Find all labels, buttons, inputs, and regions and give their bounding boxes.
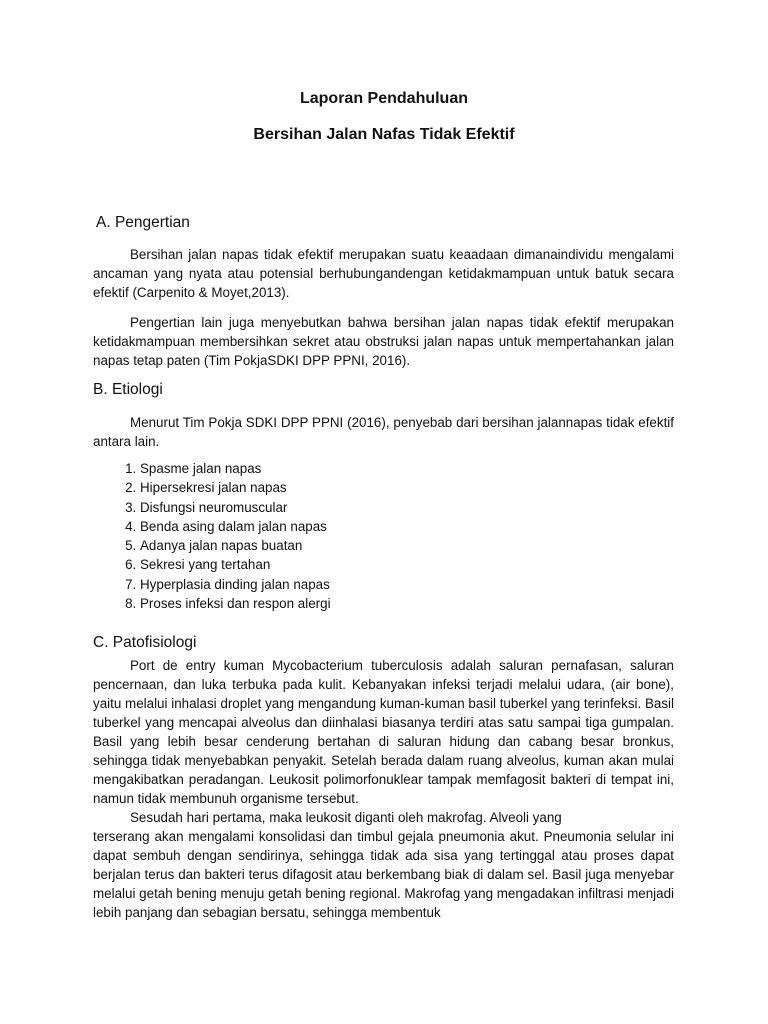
heading-pengertian: A. Pengertian (96, 214, 190, 231)
list-item: 5. Adanya jalan napas buatan (140, 536, 331, 555)
pengertian-paragraph-2: Pengertian lain juga menyebutkan bahwa bersihan jalan napas tidak efektif merupakan ketidakmampuan membersihkan sekret atau obstruksi jalan napas untuk mempertahankan jalan napas tetap paten (Tim PokjaSDKI DPP PPNI, 2016). (93, 315, 674, 368)
etiologi-intro: Menurut Tim Pokja SDKI DPP PPNI (2016), penyebab dari bersihan jalannapas tidak efektif antara lain. (93, 415, 674, 449)
list-item: 2. Hipersekresi jalan napas (140, 478, 331, 497)
patofisiologi-paragraph-1: Port de entry kuman Mycobacterium tuberculosis adalah saluran pernafasan, saluran pencernaan, dan luka terbuka pada kulit. Kebanyakan infeksi terjadi melalui udara, (air bone), yaitu melalui inhalasi droplet yang mengandung kuman-kuman basil tuberkel yang terinfeksi. Basil tuberkel yang mencapai alveolus dan diinhalasi biasanya terdiri atas satu sampai tiga gumpalan. Basil yang lebih besar cenderung bertahan di saluran hidung dan cabang besar bronkus, sehingga tidak menyebabkan penyakit. Setelah berada dalam ruang alveolus, kuman akan mulai mengakibatkan peradangan. Leukosit polimorfonuklear tampak memfagosit bakteri di tempat ini, namun tidak membunuh organisme tersebut. (93, 658, 674, 806)
list-item: 3. Disfungsi neuromuscular (140, 498, 331, 517)
list-item: 6. Sekresi yang tertahan (140, 555, 331, 574)
heading-patofisiologi: C. Patofisiologi (93, 634, 197, 651)
list-item: 1. Spasme jalan napas (140, 459, 331, 478)
document-title: Laporan Pendahuluan (299, 90, 468, 107)
pengertian-paragraph-1: Bersihan jalan napas tidak efektif merupakan suatu keaadaan dimanaindividu mengalami ancaman yang nyata atau potensial berhubungandengan ketidakmampuan untuk batuk secara efektif (Carpenito & Moyet,2013). (93, 247, 674, 300)
document-subtitle: Bersihan Jalan Nafas Tidak Efektif (253, 126, 515, 143)
list-item: 8. Proses infeksi dan respon alergi (140, 594, 331, 613)
patofisiologi-paragraph-2-continued: terserang akan mengalami konsolidasi dan timbul gejala pneumonia akut. Pneumonia selular ini dapat sembuh dengan sendirinya, sehingga tidak ada sisa yang tertinggal atau proses dapat berjalan terus dan bakteri terus difagosit atau berkembang biak di dalam sel. Basil juga menyebar melalui getah bening menuju getah bening regional. Makrofag yang mengadakan infiltrasi menjadi lebih panjang dan sebagian bersatu, sehingga membentuk (93, 829, 674, 920)
list-item: 4. Benda asing dalam jalan napas (140, 517, 331, 536)
list-item: 7. Hyperplasia dinding jalan napas (140, 575, 331, 594)
patofisiologi-paragraph-2-start: Sesudah hari pertama, maka leukosit diganti oleh makrofag. Alveoli yang (130, 810, 562, 825)
heading-etiologi: B. Etiologi (93, 381, 163, 398)
etiologi-cause-list (114, 459, 331, 613)
